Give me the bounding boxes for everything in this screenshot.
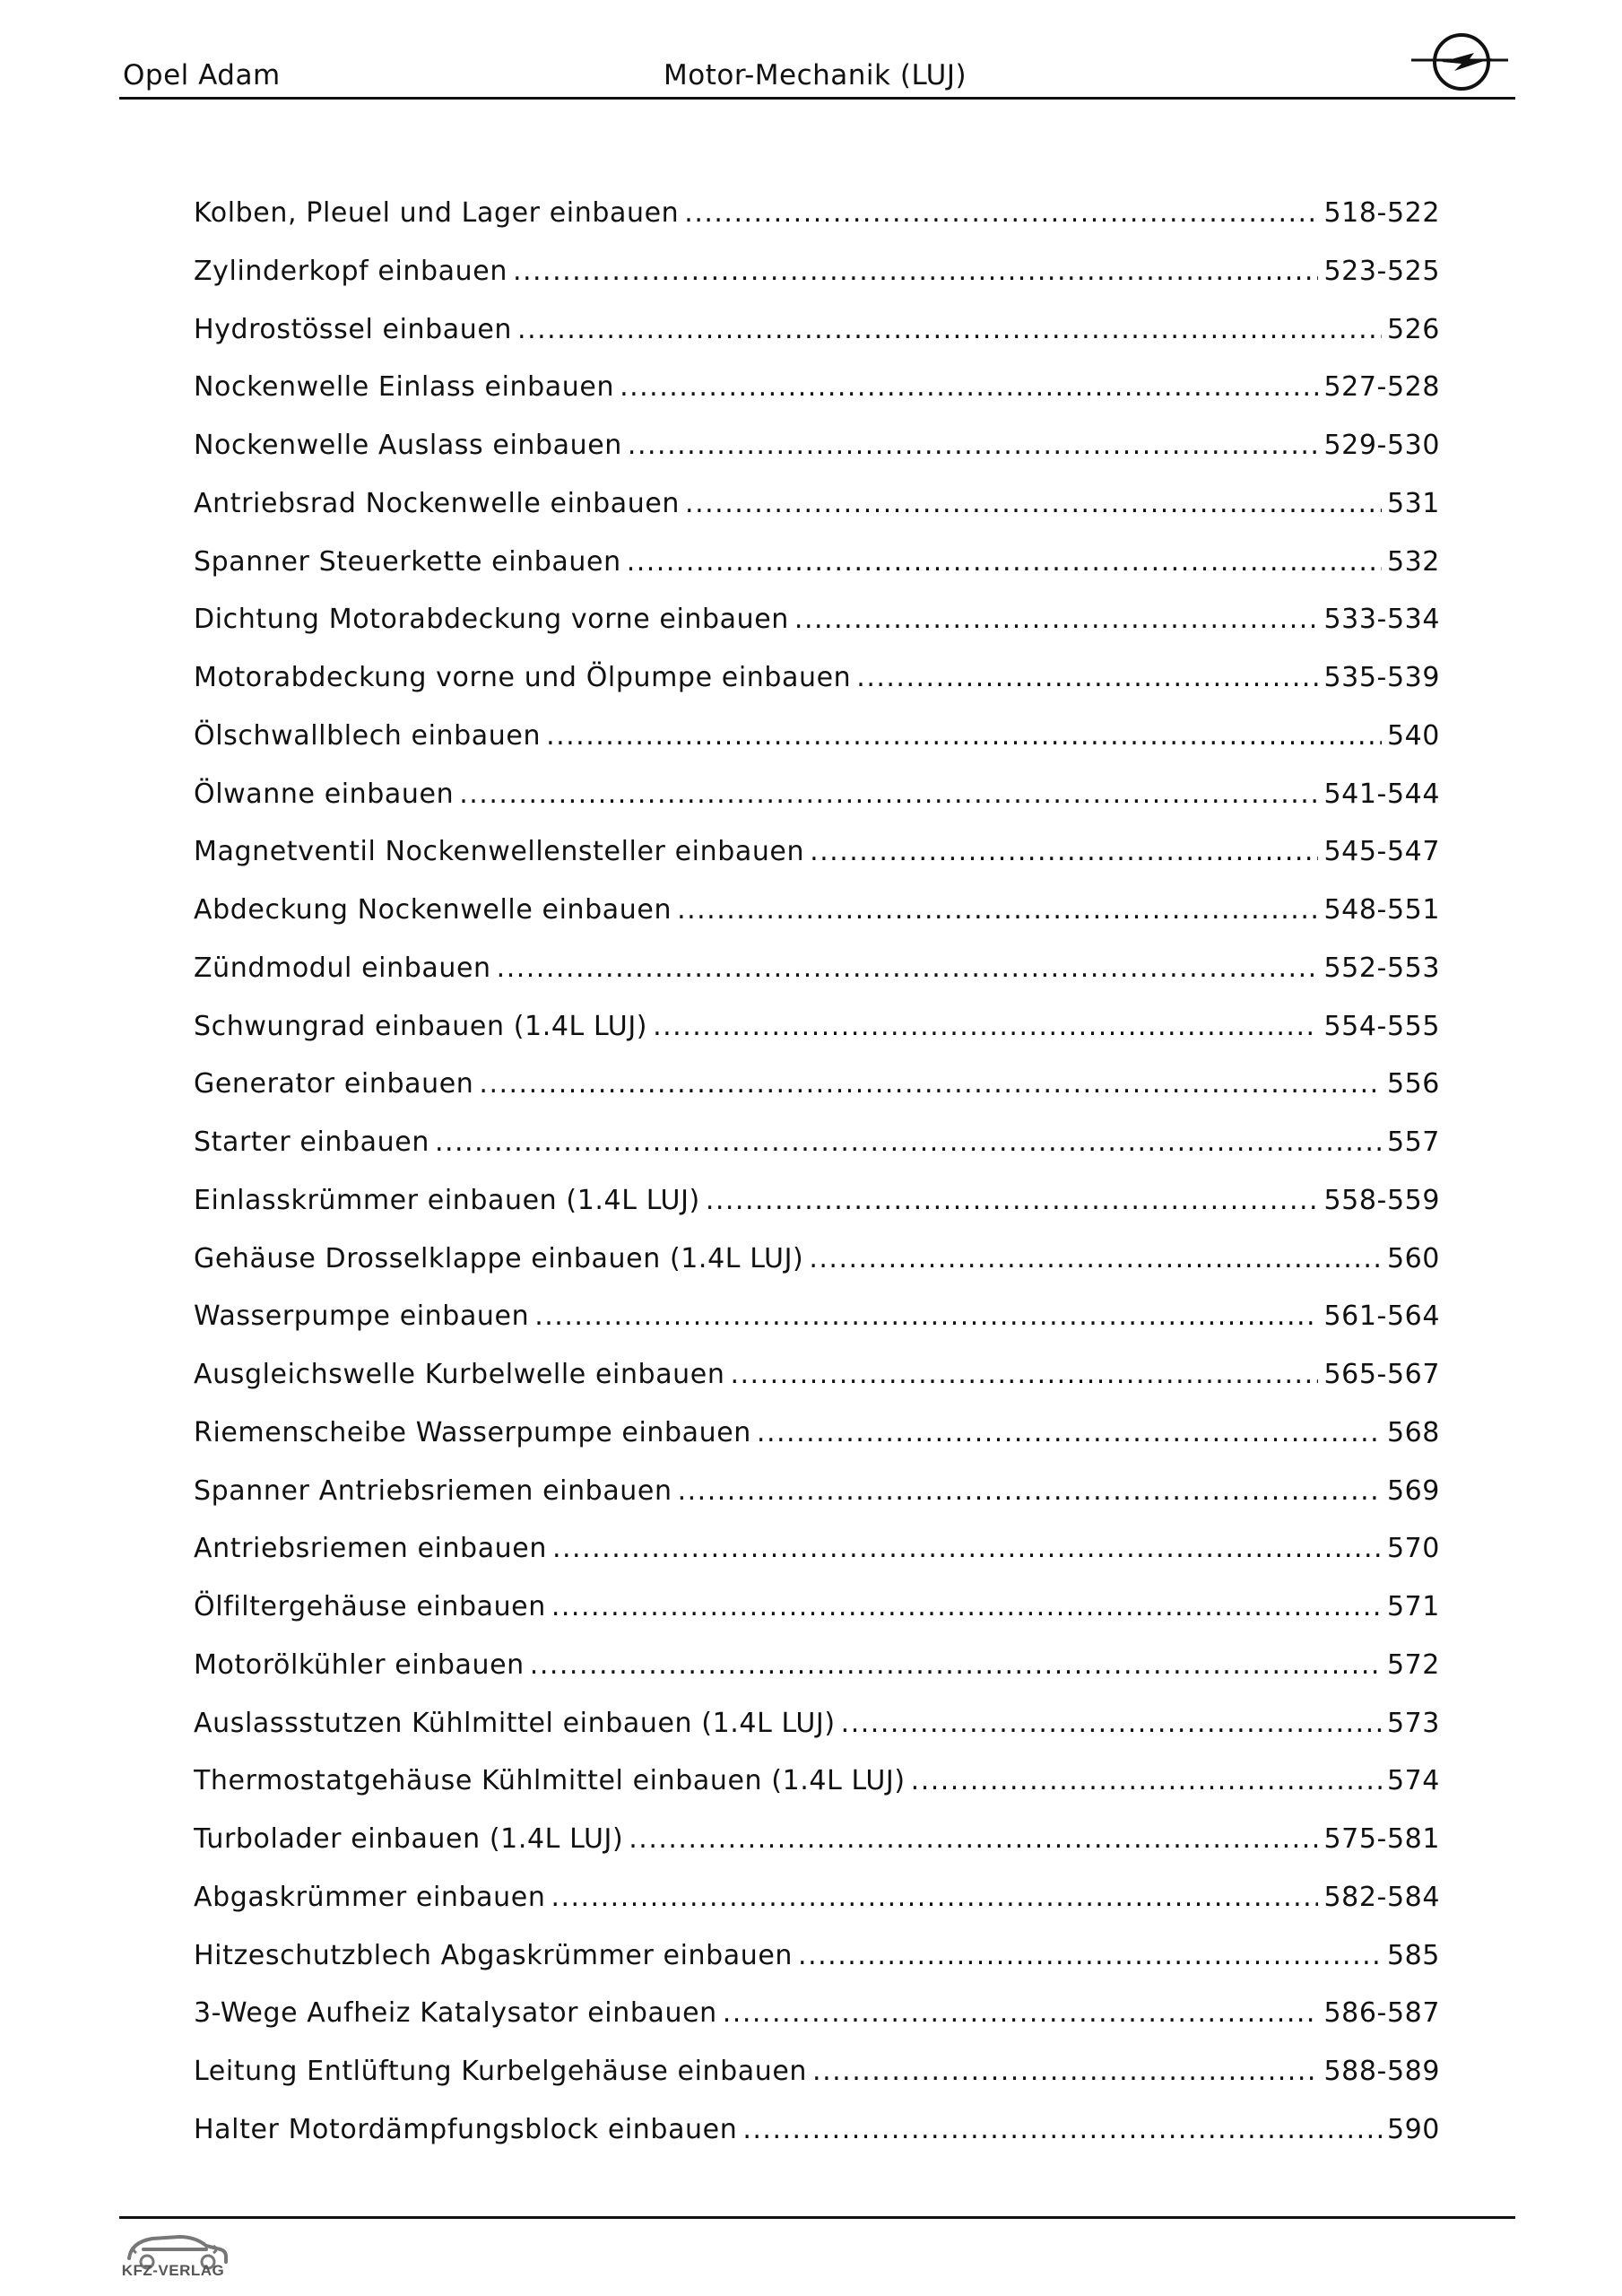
footer-publisher: KFZ-VERLAG (121, 2262, 225, 2279)
toc-entry (194, 1927, 1440, 1986)
toc-entry-pages: 556 (1386, 1068, 1440, 1100)
toc-entry-title: Riemenscheibe Wasserpumpe einbauen (194, 1416, 751, 1448)
toc-entry-title: Wasserpumpe einbauen (194, 1300, 530, 1333)
toc-dot-leader (530, 1637, 1382, 1695)
toc-entry-title: Schwungrad einbauen (1.4L LUJ) (194, 1010, 648, 1042)
header-brand: Opel Adam (123, 59, 281, 91)
toc-entry-title: Antriebsriemen einbauen (194, 1533, 547, 1565)
toc-entry-pages: 535-539 (1323, 662, 1440, 693)
toc-entry-pages: 574 (1386, 1765, 1440, 1797)
toc-entry (194, 998, 1440, 1057)
toc-entry-pages: 526 (1386, 313, 1440, 345)
toc-entry-pages: 557 (1386, 1126, 1440, 1158)
toc-dot-leader (497, 940, 1319, 998)
toc-entry (194, 823, 1440, 882)
toc-entry-title: Motorabdeckung vorne und Ölpumpe einbauen (194, 662, 852, 693)
toc-entry-title: 3-Wege Aufheiz Katalysator einbauen (194, 1997, 717, 2030)
toc-entry-pages: 571 (1386, 1591, 1440, 1622)
toc-entry-pages: 569 (1386, 1474, 1440, 1507)
toc-entry-pages: 572 (1386, 1648, 1440, 1681)
toc-entry-pages: 532 (1386, 545, 1440, 578)
toc-dot-leader (628, 417, 1319, 475)
toc-entry-title: Kolben, Pleuel und Lager einbauen (194, 197, 680, 229)
toc-dot-leader (551, 1869, 1318, 1927)
toc-entry (194, 766, 1440, 824)
toc-entry-pages: 523-525 (1323, 255, 1440, 287)
toc-entry (194, 534, 1440, 592)
toc-entry-pages: 575-581 (1323, 1823, 1440, 1855)
toc-dot-leader (706, 1172, 1319, 1231)
toc-entry (194, 475, 1440, 534)
toc-entry-title: Spanner Antriebsriemen einbauen (194, 1474, 672, 1507)
toc-entry-title: Abgaskrümmer einbauen (194, 1881, 546, 1913)
toc-entry (194, 359, 1440, 417)
toc-dot-leader (723, 1985, 1319, 2043)
toc-entry-title: Antriebsrad Nockenwelle einbauen (194, 487, 681, 519)
toc-entry (194, 185, 1440, 243)
toc-entry (194, 1114, 1440, 1172)
toc-entry-title: Einlasskrümmer einbauen (1.4L LUJ) (194, 1184, 700, 1216)
toc-dot-leader (757, 1405, 1382, 1463)
toc-entry-title: Auslassstutzen Kühlmittel einbauen (1.4L LUJ) (194, 1707, 836, 1739)
toc-dot-leader (678, 1463, 1382, 1521)
toc-entry-title: Leitung Entlüftung Kurbelgehäuse einbauen (194, 2056, 808, 2087)
toc-entry-title: Dichtung Motorabdeckung vorne einbauen (194, 604, 789, 636)
toc-entry (194, 1056, 1440, 1114)
toc-entry-pages: 588-589 (1323, 2056, 1440, 2087)
toc-dot-leader (685, 475, 1382, 534)
toc-dot-leader (546, 708, 1382, 766)
toc-entry (194, 1578, 1440, 1637)
toc-entry-title: Nockenwelle Auslass einbauen (194, 430, 622, 461)
toc-entry-title: Hitzeschutzblech Abgaskrümmer einbauen (194, 1939, 794, 1971)
car-wrench-logo-icon (117, 2219, 233, 2291)
toc-entry-pages: 531 (1386, 487, 1440, 519)
footer-rule (119, 2216, 1515, 2219)
toc-dot-leader (810, 823, 1318, 882)
toc-entry-title: Ausgleichswelle Kurbelwelle einbauen (194, 1359, 725, 1390)
toc-entry (194, 591, 1440, 649)
toc-entry-title: Zylinderkopf einbauen (194, 255, 507, 287)
toc-entry-title: Zündmodul einbauen (194, 952, 491, 984)
toc-dot-leader (742, 2101, 1382, 2160)
toc-entry (194, 1869, 1440, 1927)
toc-entry-title: Ölfiltergehäuse einbauen (194, 1591, 546, 1622)
toc-entry (194, 649, 1440, 708)
toc-entry (194, 1288, 1440, 1346)
toc-dot-leader (856, 649, 1318, 708)
toc-entry (194, 243, 1440, 301)
toc-entry-title: Starter einbauen (194, 1126, 429, 1158)
toc-entry (194, 1172, 1440, 1231)
toc-entry (194, 1985, 1440, 2043)
toc-entry-pages: 548-551 (1323, 894, 1440, 926)
toc-entry-pages: 554-555 (1323, 1010, 1440, 1042)
toc-entry-pages: 541-544 (1323, 778, 1440, 810)
toc-entry-title: Abdeckung Nockenwelle einbauen (194, 894, 672, 926)
toc-dot-leader (551, 1578, 1382, 1637)
toc-entry (194, 1752, 1440, 1811)
toc-entry-pages: 540 (1386, 719, 1440, 752)
toc-dot-leader (730, 1346, 1318, 1405)
toc-entry (194, 940, 1440, 998)
toc-entry-pages: 565-567 (1323, 1359, 1440, 1390)
toc-entry-pages: 568 (1386, 1416, 1440, 1448)
toc-dot-leader (620, 359, 1318, 417)
toc-entry-pages: 558-559 (1323, 1184, 1440, 1216)
toc-dot-leader (517, 301, 1382, 360)
toc-entry (194, 1695, 1440, 1753)
toc-entry (194, 2101, 1440, 2160)
toc-dot-leader (794, 591, 1319, 649)
opel-logo-icon (1409, 28, 1510, 92)
toc-dot-leader (479, 1056, 1382, 1114)
toc-dot-leader (435, 1114, 1382, 1172)
toc-entry (194, 2043, 1440, 2101)
toc-entry-pages: 533-534 (1323, 604, 1440, 636)
toc-entry (194, 1520, 1440, 1578)
toc-entry-title: Motorölkühler einbauen (194, 1648, 525, 1681)
toc-dot-leader (627, 534, 1382, 592)
toc-entry-pages: 518-522 (1323, 197, 1440, 229)
toc-entry (194, 417, 1440, 475)
toc-entry-title: Thermostatgehäuse Kühlmittel einbauen (1.4L LUJ) (194, 1765, 906, 1797)
toc-dot-leader (552, 1520, 1382, 1578)
toc-dot-leader (911, 1752, 1382, 1811)
toc-entry-pages: 585 (1386, 1939, 1440, 1971)
toc-dot-leader (534, 1288, 1318, 1346)
toc-dot-leader (629, 1811, 1318, 1869)
toc-dot-leader (653, 998, 1318, 1057)
table-of-contents (194, 185, 1440, 2160)
toc-dot-leader (459, 766, 1318, 824)
toc-entry-title: Hydrostössel einbauen (194, 313, 513, 345)
page-header (119, 54, 1515, 100)
toc-entry-pages: 552-553 (1323, 952, 1440, 984)
toc-entry-title: Halter Motordämpfungsblock einbauen (194, 2113, 738, 2145)
toc-entry (194, 708, 1440, 766)
toc-entry-title: Ölschwallblech einbauen (194, 719, 542, 752)
toc-entry (194, 1811, 1440, 1869)
toc-entry-title: Generator einbauen (194, 1068, 474, 1100)
toc-entry-pages: 560 (1386, 1242, 1440, 1274)
toc-entry (194, 301, 1440, 360)
toc-entry (194, 1346, 1440, 1405)
toc-entry-title: Gehäuse Drosselklappe einbauen (1.4L LUJ) (194, 1242, 804, 1274)
toc-entry-pages: 582-584 (1323, 1881, 1440, 1913)
toc-dot-leader (684, 185, 1318, 243)
toc-dot-leader (677, 882, 1318, 940)
toc-dot-leader (841, 1695, 1382, 1753)
toc-entry-title: Turbolader einbauen (1.4L LUJ) (194, 1823, 624, 1855)
toc-entry-title: Magnetventil Nockenwellensteller einbauen (194, 836, 805, 868)
toc-entry (194, 1637, 1440, 1695)
toc-entry-pages: 570 (1386, 1533, 1440, 1565)
toc-dot-leader (812, 2043, 1318, 2101)
toc-entry-pages: 586-587 (1323, 1997, 1440, 2030)
toc-dot-leader (809, 1231, 1382, 1289)
toc-entry-title: Spanner Steuerkette einbauen (194, 545, 621, 578)
toc-entry-pages: 529-530 (1323, 430, 1440, 461)
toc-entry-pages: 573 (1386, 1707, 1440, 1739)
toc-dot-leader (798, 1927, 1382, 1986)
toc-entry-pages: 545-547 (1323, 836, 1440, 868)
toc-dot-leader (513, 243, 1319, 301)
toc-entry-title: Nockenwelle Einlass einbauen (194, 371, 615, 404)
toc-entry-pages: 527-528 (1323, 371, 1440, 404)
toc-entry (194, 882, 1440, 940)
header-title: Motor-Mechanik (LUJ) (664, 59, 967, 91)
toc-entry-pages: 561-564 (1323, 1300, 1440, 1333)
toc-entry-pages: 590 (1386, 2113, 1440, 2145)
toc-entry-title: Ölwanne einbauen (194, 778, 455, 810)
toc-entry (194, 1231, 1440, 1289)
toc-entry (194, 1463, 1440, 1521)
toc-entry (194, 1405, 1440, 1463)
